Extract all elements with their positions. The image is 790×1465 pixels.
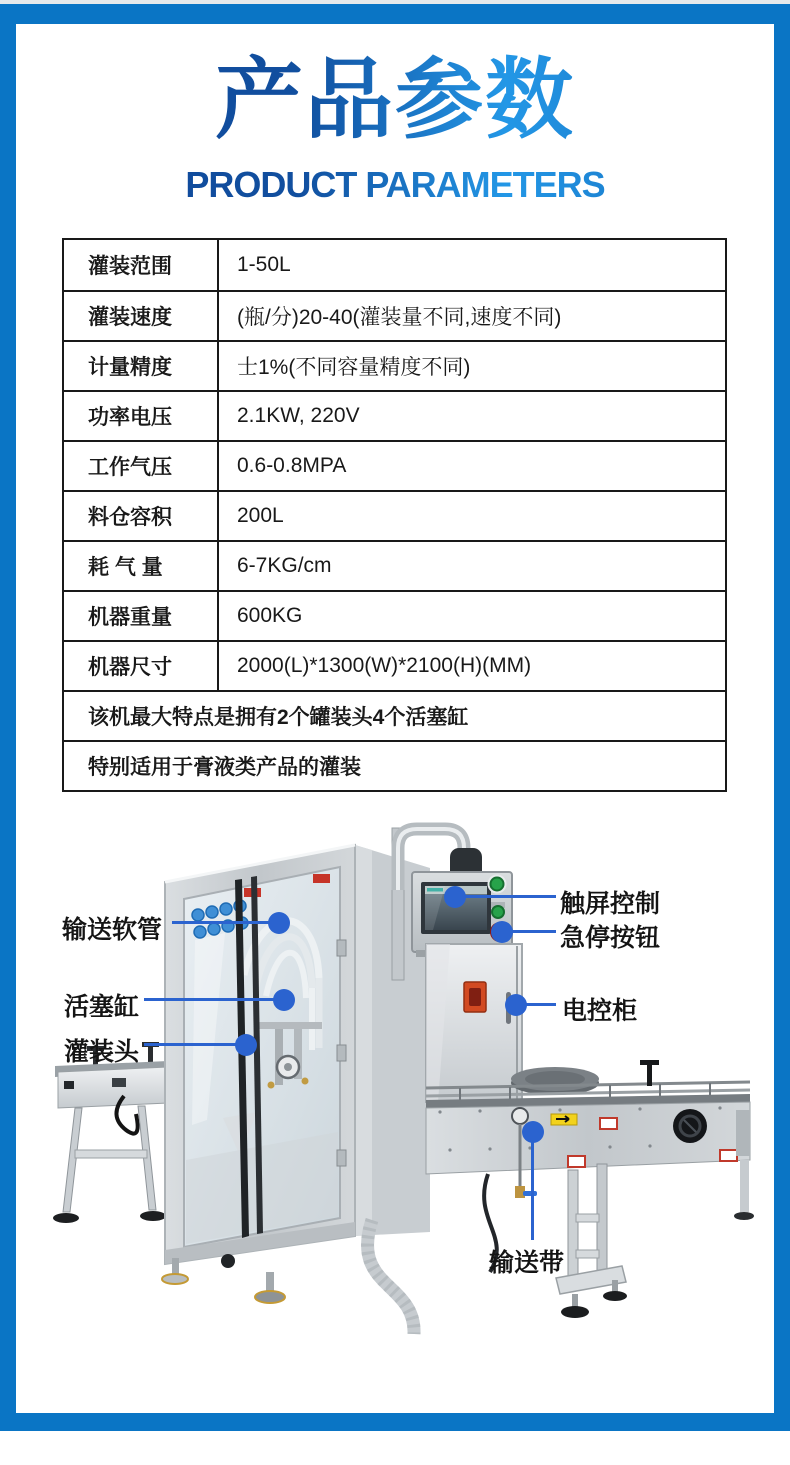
electric-cabinet — [426, 944, 522, 1102]
spec-value: 200L — [219, 490, 725, 540]
machine-cabinet — [162, 845, 430, 1303]
spec-value: 600KG — [219, 590, 725, 640]
page-title: 产品参数 — [0, 52, 790, 149]
spec-value: 2000(L)*1300(W)*2100(H)(MM) — [219, 640, 725, 690]
spec-value: 6-7KG/cm — [219, 540, 725, 590]
green-button — [492, 906, 504, 918]
spec-note: 特别适用于膏液类产品的灌装 — [64, 740, 725, 790]
callout-line — [144, 1043, 246, 1046]
spec-table — [62, 238, 727, 792]
spec-label: 计量精度 — [64, 340, 219, 390]
spec-label: 灌装范围 — [64, 240, 219, 290]
label-filling-head: 灌装头 — [64, 1038, 140, 1066]
spec-value: 士1%(不同容量精度不同) — [219, 340, 725, 390]
spec-label: 功率电压 — [64, 390, 219, 440]
spec-value: (瓶/分)20-40(灌装量不同,速度不同) — [219, 290, 725, 340]
callout-line — [531, 1140, 534, 1240]
spec-value: 0.6-0.8MPA — [219, 440, 725, 490]
spec-note: 该机最大特点是拥有2个罐装头4个活塞缸 — [64, 690, 725, 740]
spec-value: 1-50L — [237, 253, 291, 276]
label-electric-cabinet: 电控柜 — [562, 997, 638, 1025]
callout-dot — [268, 912, 290, 934]
callout-dot — [522, 1121, 544, 1143]
label-conveyor-hose: 输送软管 — [62, 916, 163, 944]
spec-label: 耗 气 量 — [64, 540, 219, 590]
label-touch-screen: 触屏控制 — [560, 890, 661, 918]
callout-dot — [491, 921, 513, 943]
callout-dot — [505, 994, 527, 1016]
page-subtitle: PRODUCT PARAMETERS — [0, 164, 790, 206]
spec-label: 工作气压 — [64, 440, 219, 490]
spec-label: 料仓容积 — [64, 490, 219, 540]
spec-label: 灌装速度 — [64, 290, 219, 340]
callout-line — [455, 895, 556, 898]
left-conveyor — [53, 1042, 168, 1223]
floor-hose — [368, 1220, 415, 1334]
spec-value: 2.1KW, 220V — [219, 390, 725, 440]
callout-dot — [444, 886, 466, 908]
green-start-button — [491, 878, 504, 891]
callout-line — [144, 998, 284, 1001]
spec-label: 机器重量 — [64, 590, 219, 640]
top-hairline — [0, 0, 790, 4]
callout-line — [172, 921, 279, 924]
callout-dot — [273, 989, 295, 1011]
callout-dot — [235, 1034, 257, 1056]
label-piston-cylinder: 活塞缸 — [64, 993, 140, 1021]
label-emergency-stop: 急停按钮 — [560, 924, 661, 952]
label-conveyor-belt: 输送带 — [489, 1249, 565, 1277]
spec-label: 机器尺寸 — [64, 640, 219, 690]
